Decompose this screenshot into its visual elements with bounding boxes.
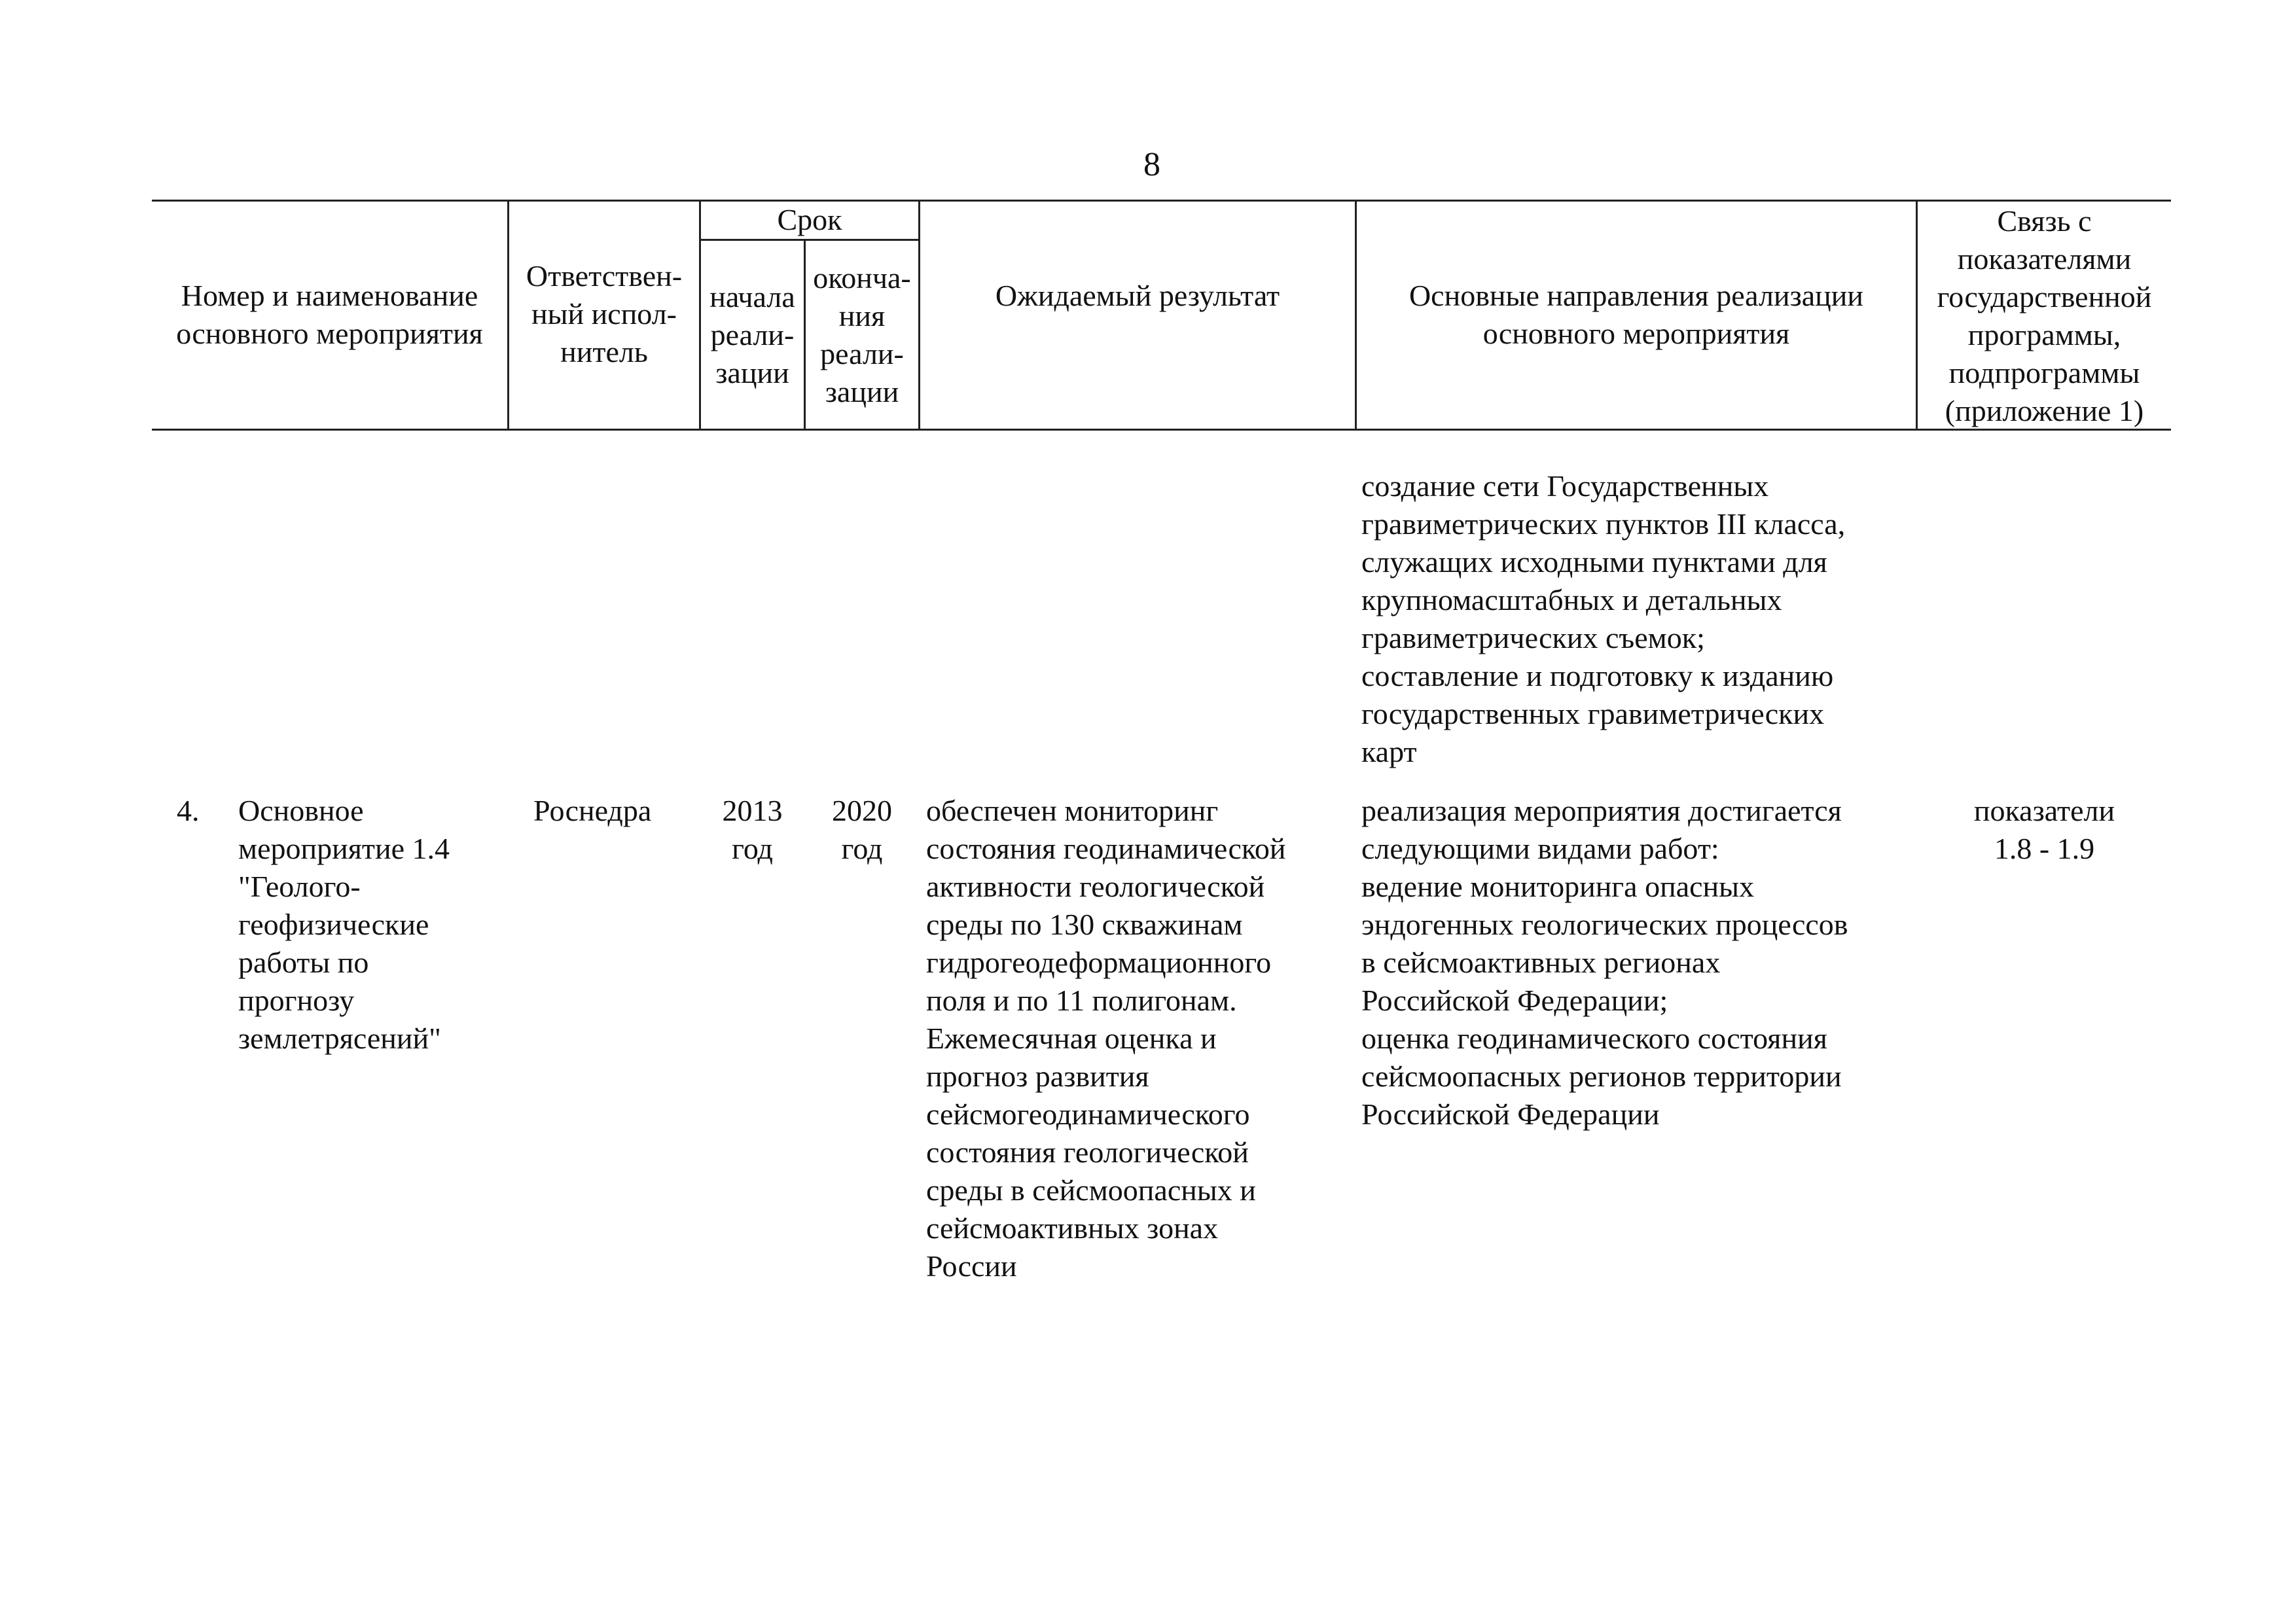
table-header-top-border bbox=[152, 200, 2171, 202]
row-result-line: России bbox=[926, 1249, 1017, 1283]
continuation-line: гравиметрических пунктов III класса, bbox=[1361, 507, 1846, 541]
header-link-line: подпрограммы bbox=[1948, 356, 2140, 389]
page-number: 8 bbox=[1143, 146, 1160, 183]
header-end-column bbox=[806, 259, 918, 411]
header-executor-column bbox=[509, 257, 699, 371]
row-start-line: 2013 bbox=[722, 794, 783, 827]
continuation-line: государственных гравиметрических bbox=[1361, 697, 1825, 730]
row-end bbox=[806, 792, 918, 868]
row-executor: Роснедра bbox=[533, 794, 652, 827]
row-result-line: прогноз развития bbox=[926, 1060, 1149, 1093]
row-start-line: год bbox=[732, 832, 773, 865]
term-header-divider bbox=[699, 239, 918, 241]
row-result-line: состояния геологической bbox=[926, 1135, 1249, 1169]
row-name-line: прогнозу bbox=[238, 984, 355, 1017]
header-start-line: зации bbox=[715, 356, 789, 389]
row-name-line: геофизические bbox=[238, 908, 429, 941]
row-result-line: среды по 130 скважинам bbox=[926, 908, 1243, 941]
row-name-line: мероприятие 1.4 bbox=[238, 832, 450, 865]
row-directions-line: в сейсмоактивных регионах bbox=[1361, 946, 1721, 979]
continuation-line: служащих исходными пунктами для bbox=[1361, 545, 1827, 579]
column-divider bbox=[918, 200, 920, 430]
row-result bbox=[926, 792, 1352, 1285]
row-name-line: работы по bbox=[238, 946, 369, 979]
row-name bbox=[238, 792, 500, 1058]
row-directions-line: Российской Федерации; bbox=[1361, 984, 1668, 1017]
header-name-column bbox=[152, 277, 507, 353]
table-header-bottom-border bbox=[152, 429, 2171, 431]
continuation-directions bbox=[1361, 467, 1911, 771]
header-start-line: реали- bbox=[710, 318, 795, 351]
header-executor-line: Ответствен- bbox=[526, 259, 683, 293]
row-end-line: 2020 bbox=[832, 794, 892, 827]
header-executor-line: нитель bbox=[560, 335, 648, 368]
row-result-line: состояния геодинамической bbox=[926, 832, 1286, 865]
header-term: Срок bbox=[777, 203, 842, 236]
row-result-line: сейсмогеодинамического bbox=[926, 1097, 1250, 1131]
row-directions bbox=[1361, 792, 1911, 1133]
row-link-line: 1.8 - 1.9 bbox=[1994, 832, 2095, 865]
row-result-line: активности геологической bbox=[926, 870, 1265, 903]
header-directions-column bbox=[1357, 277, 1916, 353]
row-end-line: год bbox=[841, 832, 883, 865]
row-directions-line: реализация мероприятия достигается bbox=[1361, 794, 1842, 827]
header-link-line: Связь с bbox=[1997, 204, 2092, 238]
row-result-line: гидрогеодеформационного bbox=[926, 946, 1272, 979]
header-result-column: Ожидаемый результат bbox=[995, 279, 1280, 312]
header-end-line: оконча- bbox=[813, 261, 911, 294]
row-name-line: землетрясений" bbox=[238, 1022, 441, 1055]
row-result-line: обеспечен мониторинг bbox=[926, 794, 1219, 827]
continuation-line: создание сети Государственных bbox=[1361, 469, 1769, 503]
row-start bbox=[701, 792, 804, 868]
row-number: 4. bbox=[177, 794, 200, 827]
continuation-line: крупномасштабных и детальных bbox=[1361, 583, 1782, 616]
row-result-line: сейсмоактивных зонах bbox=[926, 1211, 1219, 1245]
header-name-line: Номер и наименование bbox=[181, 279, 478, 312]
row-name-line: Основное bbox=[238, 794, 364, 827]
header-end-line: реали- bbox=[820, 337, 904, 370]
row-result-line: поля и по 11 полигонам. bbox=[926, 984, 1237, 1017]
header-link-line: государственной bbox=[1937, 280, 2152, 313]
header-link-line: (приложение 1) bbox=[1945, 394, 2144, 427]
row-link-line: показатели bbox=[1973, 794, 2115, 827]
continuation-line: гравиметрических съемок; bbox=[1361, 621, 1705, 654]
row-result-line: среды в сейсмоопасных и bbox=[926, 1173, 1256, 1207]
continuation-line: карт bbox=[1361, 735, 1417, 768]
row-directions-line: сейсмоопасных регионов территории bbox=[1361, 1060, 1842, 1093]
row-name-line: "Геолого- bbox=[238, 870, 361, 903]
header-link-column bbox=[1918, 202, 2171, 430]
header-start-line: начала bbox=[709, 280, 795, 313]
header-executor-line: ный испол- bbox=[531, 297, 677, 330]
row-directions-line: следующими видами работ: bbox=[1361, 832, 1719, 865]
row-directions-line: эндогенных геологических процессов bbox=[1361, 908, 1848, 941]
row-result-line: Ежемесячная оценка и bbox=[926, 1022, 1217, 1055]
row-directions-line: оценка геодинамического состояния bbox=[1361, 1022, 1827, 1055]
header-link-line: программы, bbox=[1967, 318, 2121, 351]
header-directions-line: основного мероприятия bbox=[1482, 317, 1790, 350]
row-directions-line: ведение мониторинга опасных bbox=[1361, 870, 1755, 903]
header-end-line: ния bbox=[838, 299, 886, 332]
header-start-column bbox=[701, 278, 804, 392]
header-name-line: основного мероприятия bbox=[176, 317, 483, 350]
header-directions-line: Основные направления реализации bbox=[1408, 279, 1864, 312]
header-end-line: зации bbox=[825, 375, 899, 408]
header-link-line: показателями bbox=[1957, 242, 2132, 276]
continuation-line: составление и подготовку к изданию bbox=[1361, 659, 1834, 692]
row-directions-line: Российской Федерации bbox=[1361, 1097, 1660, 1131]
row-link bbox=[1918, 792, 2171, 868]
